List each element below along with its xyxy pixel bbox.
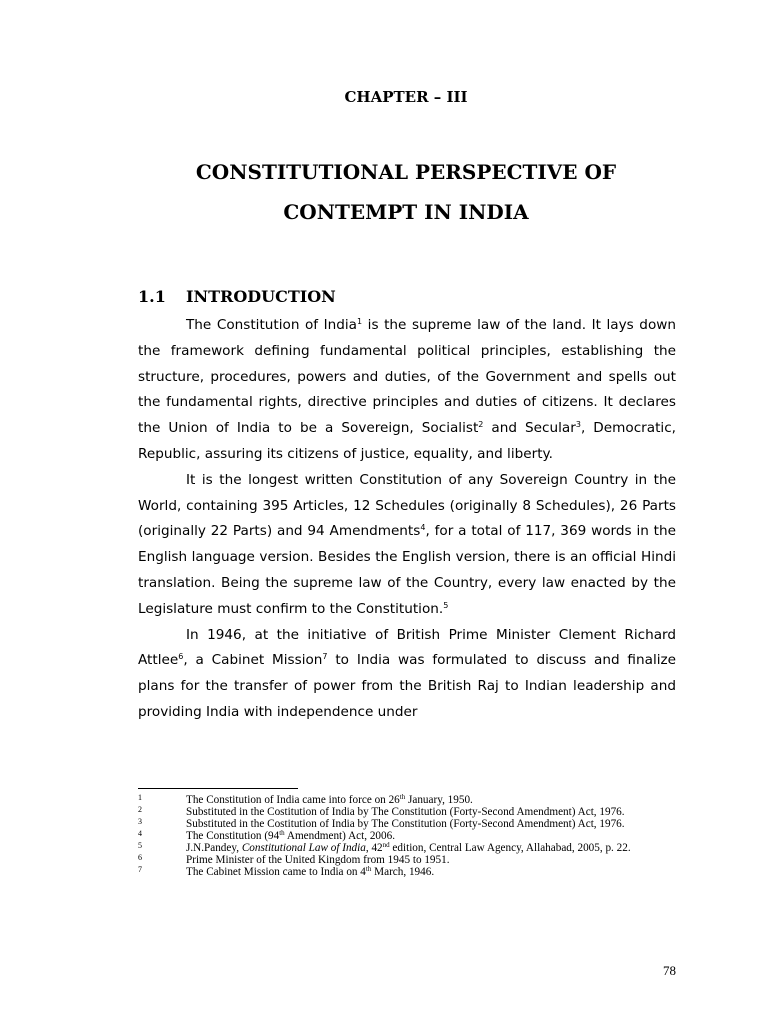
footnote-3: [138, 818, 676, 830]
text-run: The Constitution of India came into force on 26: [186, 794, 400, 806]
footnote-separator: [138, 788, 298, 789]
text-run: Amendment) Act, 2006.: [284, 830, 395, 842]
text-run: The Constitution (94: [186, 830, 280, 842]
footnotes: [138, 794, 676, 878]
text-sup: th: [365, 865, 372, 873]
footnote-ref-3[interactable]: 3: [575, 420, 581, 430]
text-run: Substituted in the Costitution of India by The Constitution (Forty-Second Amendment) Act, 1976.: [186, 818, 625, 830]
text-run: Substituted in the Costitution of India by The Constitution (Forty-Second Amendment) Act, 1976.: [186, 806, 625, 818]
chapter-title-line-2: CONTEMPT IN INDIA: [283, 200, 529, 224]
footnote-mark: 5: [138, 841, 142, 850]
footnote-4: [138, 830, 676, 842]
section-number: 1.1: [138, 287, 166, 306]
body-text: [138, 313, 676, 726]
footnote-ref-4[interactable]: 4: [420, 523, 426, 533]
footnote-ref-7[interactable]: 7: [322, 652, 328, 662]
section-title: INTRODUCTION: [186, 287, 336, 306]
text-sup: nd: [382, 841, 390, 849]
text-run: to India was formulated to discuss and finalize plans for the transfer of power from the British Raj to Indian leadership and providing India with independence under: [138, 652, 676, 720]
text-run: , for a total of 117, 369 words in the English language version. Besides the English version, there is an official Hindi translation. Being the supreme law of the Country, every law enacted by the Legislature must confirm to the Constitution.: [138, 523, 676, 617]
paragraph-3: [138, 623, 676, 726]
text-run: Prime Minister of the United Kingdom from 1945 to 1951.: [186, 854, 450, 866]
text-run: edition, Central Law Agency, Allahabad, 2005, p. 22.: [389, 842, 631, 854]
book-title: Constitutional Law of India: [241, 842, 366, 854]
footnote-mark: 7: [138, 865, 142, 874]
chapter-title-line-1: CONSTITUTIONAL PERSPECTIVE OF: [195, 160, 617, 184]
footnote-1: [138, 794, 676, 806]
text-run: In 1946, at the initiative of British Prime Minister Clement Richard Attlee: [138, 626, 676, 669]
text-run: March, 1946.: [371, 866, 435, 878]
text-run: January, 1950.: [405, 794, 473, 806]
footnote-mark: 6: [138, 853, 142, 862]
footnote-ref-6[interactable]: 6: [178, 652, 184, 662]
text-run: and Secular: [483, 420, 576, 437]
text-sup: th: [399, 793, 406, 801]
text-run: , a Cabinet Mission: [183, 652, 323, 669]
footnote-ref-2[interactable]: 2: [478, 420, 484, 430]
text-run: , Democratic, Republic, assuring its citizens of justice, equality, and liberty.: [138, 420, 676, 462]
footnote-ref-5[interactable]: 5: [443, 600, 449, 610]
page-number: 78: [663, 963, 676, 978]
footnote-mark: 1: [138, 793, 142, 802]
paragraph-2: [138, 468, 676, 623]
footnote-5: [138, 842, 676, 854]
paragraph-1: [138, 313, 676, 468]
footnote-7: [138, 866, 676, 878]
footnote-ref-1[interactable]: 1: [357, 317, 363, 326]
text-run: The Cabinet Mission came to India on 4: [186, 866, 366, 878]
text-run: The Constitution of India: [186, 317, 358, 333]
section-heading: [138, 287, 336, 306]
text-run: , 42: [365, 842, 383, 854]
text-sup: th: [279, 829, 285, 837]
footnote-mark: 2: [138, 805, 142, 814]
text-run: It is the longest written Constitution of any Sovereign Country in the World, containing 395 Articles, 12 Schedules (originally 8 Schedules), 26 Parts (originally 22 Parts) and 94 Amendments: [138, 471, 676, 540]
footnote-mark: 3: [138, 817, 142, 826]
footnote-mark: 4: [138, 829, 142, 838]
chapter-label: CHAPTER – III: [344, 88, 468, 106]
footnote-6: [138, 854, 676, 866]
text-run: J.N.Pandey,: [186, 842, 242, 854]
text-run: is the supreme law of the land. It lays down the framework defining fundamental political principles, establishing the structure, procedures, powers and duties, of the Government and spells out the fundamental rights, directive principles and duties of citizens. It declares the Union of India to be a Sovereign, Socialist: [138, 317, 676, 437]
footnote-2: [138, 806, 676, 818]
